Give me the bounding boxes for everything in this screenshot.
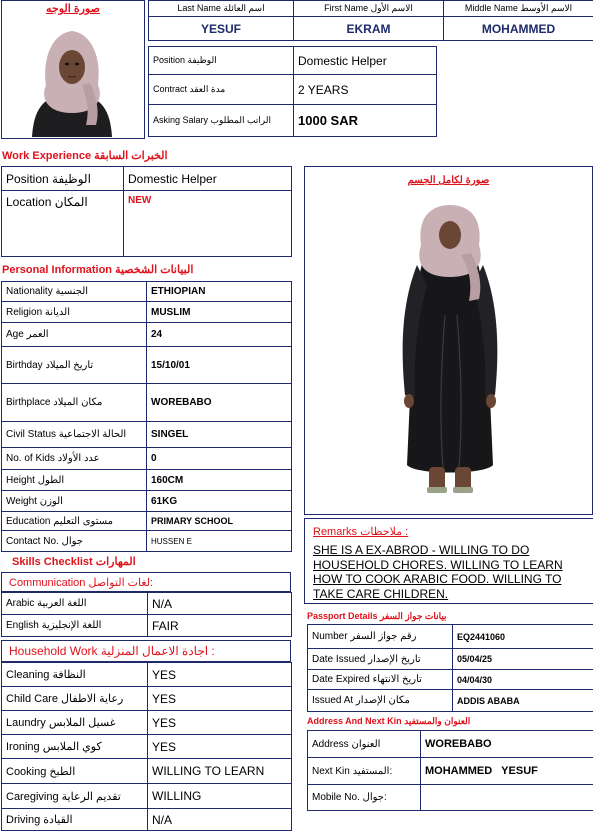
address-label: Address العنوان: [308, 731, 421, 758]
communication-title: Communication لغات التواصل:: [9, 576, 153, 589]
work-location-value: NEW: [124, 191, 292, 257]
contract-value: 2 YEARS: [294, 75, 437, 105]
skills-title: Skills Checklist المهارات: [12, 555, 136, 568]
personal-value: HUSSEN E: [147, 531, 292, 552]
languages-table: [1, 592, 292, 637]
salary-value: 1000 SAR: [294, 105, 437, 137]
passport-label: Number رقم جواز السفر: [308, 625, 453, 649]
middle-name-label: Middle Name الاسم الأوسط: [444, 1, 593, 17]
personal-info-title: Personal Information البيانات الشخصية: [2, 263, 193, 276]
household-label: Caregiving تقديم الرعاية: [2, 784, 148, 809]
passport-value: 05/04/25: [453, 649, 593, 670]
personal-value: 61KG: [147, 491, 292, 512]
personal-value: 160CM: [147, 470, 292, 491]
household-value: WILLING TO LEARN: [148, 759, 292, 784]
personal-value: MUSLIM: [147, 302, 292, 323]
remarks-box: [304, 518, 593, 604]
personal-value: ETHIOPIAN: [147, 282, 292, 302]
household-label: Ironing كوي الملابس: [2, 735, 148, 759]
body-photo-box: [304, 166, 593, 515]
passport-title: Passport Details بيانات جواز السفر: [307, 611, 447, 622]
personal-label: Civil Status الحالة الاجتماعية: [2, 422, 147, 448]
address-value: WOREBABO: [421, 731, 593, 758]
household-label: Child Care رعاية الاطفال: [2, 687, 148, 711]
passport-label: Date Expired تاريخ الانتهاء: [308, 670, 453, 690]
language-label: English اللغة الإنجليزية: [2, 615, 148, 637]
household-header: [1, 640, 291, 662]
address-table: [307, 730, 593, 811]
passport-value: ADDIS ABABA: [453, 690, 593, 712]
contract-label: Contract مدة العقد: [149, 75, 294, 105]
passport-label: Issued At مكان الإصدار: [308, 690, 453, 712]
language-value: N/A: [148, 593, 292, 615]
address-label: Mobile No. جوال:: [308, 785, 421, 811]
last-name-value: YESUF: [149, 17, 294, 41]
position-value: Domestic Helper: [294, 47, 437, 75]
work-experience-title: Work Experience الخبرات السابقة: [2, 149, 168, 162]
personal-value: 0: [147, 448, 292, 470]
remarks-text: SHE IS A EX-ABROD - WILLING TO DO HOUSEHOLD CHORES. WILLING TO LEARN HOW TO COOK ARABIC FOOD. WILLING TO TAKE CARE CHILDREN.: [313, 543, 585, 601]
full-body-photo: [385, 205, 515, 505]
name-table: [148, 0, 593, 41]
personal-label: Religion الديانة: [2, 302, 147, 323]
household-table: [1, 662, 292, 831]
personal-label: Weight الوزن: [2, 491, 147, 512]
job-table: [148, 46, 437, 137]
face-photo-title: صورة الوجه: [2, 2, 144, 15]
address-value: MOHAMMED YESUF: [421, 758, 593, 785]
household-title: Household Work اجادة الاعمال المنزلية :: [9, 644, 215, 658]
personal-value: 24: [147, 323, 292, 347]
position-label: Position الوظيفة: [149, 47, 294, 75]
household-label: Cooking الطبخ: [2, 759, 148, 784]
work-position-label: Position الوظيفة: [2, 167, 124, 191]
passport-value: 04/04/30: [453, 670, 593, 690]
address-value: [421, 785, 593, 811]
personal-value: SINGEL: [147, 422, 292, 448]
face-photo-box: [1, 0, 145, 139]
address-title: Address And Next Kin العنوان والمستفيد: [307, 716, 470, 727]
passport-label: Date Issued تاريخ الإصدار: [308, 649, 453, 670]
passport-table: [307, 624, 593, 712]
work-position-value: Domestic Helper: [124, 167, 292, 191]
communication-header: [1, 572, 291, 592]
address-label: Next Kin المستفيد:: [308, 758, 421, 785]
passport-value: EQ2441060: [453, 625, 593, 649]
household-value: WILLING: [148, 784, 292, 809]
household-label: Laundry غسيل الملابس: [2, 711, 148, 735]
body-photo-title: صورة لكامل الجسم: [305, 175, 592, 186]
household-value: N/A: [148, 809, 292, 831]
language-value: FAIR: [148, 615, 292, 637]
personal-label: Age العمر: [2, 323, 147, 347]
first-name-value: EKRAM: [294, 17, 444, 41]
household-value: YES: [148, 663, 292, 687]
face-photo: [24, 25, 120, 137]
remarks-title: Remarks ملاحظات :: [313, 525, 408, 538]
personal-label: Nationality الجنسية: [2, 282, 147, 302]
personal-label: Birthplace مكان الميلاد: [2, 384, 147, 422]
household-value: YES: [148, 711, 292, 735]
personal-label: Contact No. جوال: [2, 531, 147, 552]
work-experience-table: [1, 166, 292, 257]
household-label: Cleaning النظافة: [2, 663, 148, 687]
personal-label: Birthday تاريخ الميلاد: [2, 347, 147, 384]
personal-label: No. of Kids عدد الأولاد: [2, 448, 147, 470]
personal-label: Education مستوى التعليم: [2, 512, 147, 531]
last-name-label: Last Name اسم العائلة: [149, 1, 294, 17]
work-location-label: Location المكان: [2, 191, 124, 257]
personal-value: PRIMARY SCHOOL: [147, 512, 292, 531]
language-label: Arabic اللغة العربية: [2, 593, 148, 615]
personal-info-table: [1, 281, 292, 552]
salary-label: Asking Salary الراتب المطلوب: [149, 105, 294, 137]
middle-name-value: MOHAMMED: [444, 17, 593, 41]
household-label: Driving القيادة: [2, 809, 148, 831]
personal-value: 15/10/01: [147, 347, 292, 384]
first-name-label: First Name الاسم الأول: [294, 1, 444, 17]
household-value: YES: [148, 687, 292, 711]
household-value: YES: [148, 735, 292, 759]
personal-value: WOREBABO: [147, 384, 292, 422]
personal-label: Height الطول: [2, 470, 147, 491]
